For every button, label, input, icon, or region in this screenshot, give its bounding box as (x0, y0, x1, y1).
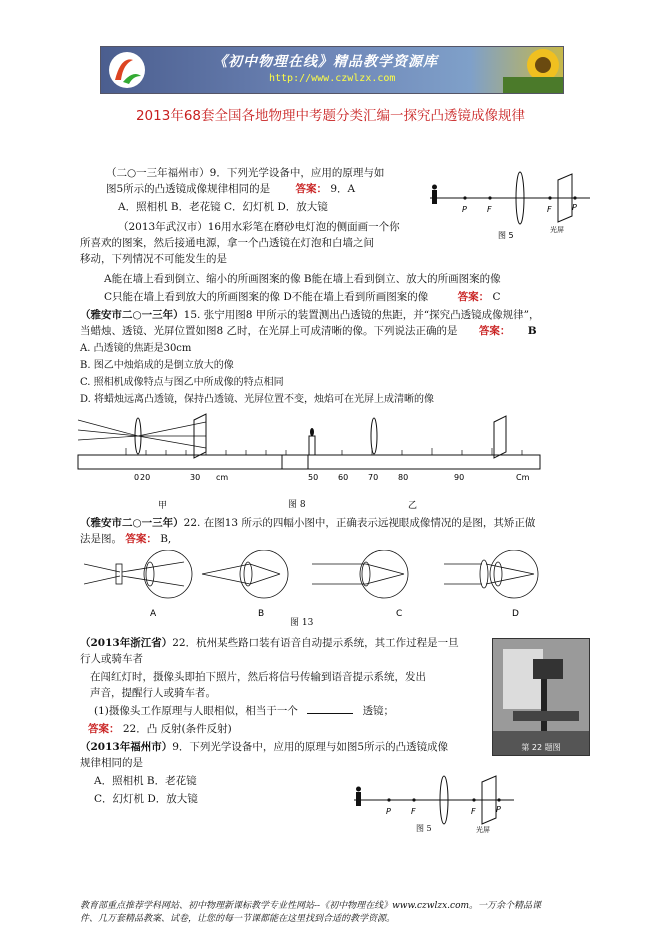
screen-right-icon (494, 416, 506, 458)
tick-0: 0 (134, 473, 140, 482)
q6-options-cd: C．幻灯机 D．放大镜 (94, 793, 198, 805)
q4-answer: B, (160, 533, 172, 545)
figure-13 (84, 550, 554, 620)
q6-line1-text: 9．下列光学设备中，应用的原理与如图5所示的凸透镜成像 (172, 741, 449, 753)
q2-option-cd (104, 290, 501, 304)
fig5-caption: 图 5 (498, 231, 514, 240)
figure-5-top (420, 160, 600, 240)
q3-line1-text: 15. 张宁用图8 甲所示的装置测出凸透镜的焦距，并“探究凸透镜成像规律”， (183, 309, 540, 321)
q6-line1 (80, 740, 448, 754)
tick-60: 60 (338, 473, 349, 482)
q4-source: （雅安市二○一三年） (80, 517, 184, 529)
fig13-label-c: C (396, 609, 403, 619)
q1-line1: （二○一三年福州市）9．下列光学设备中，应用的原理与如 (106, 167, 385, 179)
q5-line1 (80, 636, 459, 650)
q6-options-ab: A．照相机 B．老花镜 (94, 775, 197, 787)
eye-diagram-c (312, 550, 408, 598)
q5-line5-tail: 透镜； (362, 705, 395, 717)
q2-line3: 移动，下列情况不可能发生的是 (80, 253, 227, 265)
figure-5-bottom (344, 770, 524, 836)
q3-option-c: C. 照相机成像特点与图乙中所成像的特点相同 (80, 377, 284, 388)
tick-20: 20 (140, 473, 151, 482)
q5-answer-line (88, 722, 232, 736)
q5-line5-text: (1)摄像头工作原理与人眼相似，相当于一个 (94, 705, 298, 717)
q4-line1-text: 22. 在图13 所示的四幅小图中，正确表示远视眼成像情况的是图，其矫正做 (183, 517, 536, 529)
candle-icon (432, 190, 437, 204)
fig5-f-label: F (487, 205, 492, 214)
header-banner (100, 46, 564, 94)
q1-options: A．照相机 B．老花镜 C．幻灯机 D．放大镜 (118, 201, 328, 213)
fig5b-f-label: F (411, 807, 416, 816)
q5-answer-label: 答案： (88, 723, 120, 735)
fig5b-screen-label: 光屏 (476, 826, 490, 834)
figure-8 (76, 408, 546, 514)
tick-cm-left: cm (216, 473, 229, 482)
fig5b-p2-label: P (496, 805, 501, 814)
tick-30: 30 (190, 473, 201, 482)
fig5b-caption: 图 5 (416, 824, 432, 833)
q6-line2: 规律相同的是 (80, 757, 143, 769)
site-logo-icon (107, 50, 147, 90)
footer-line2: 件、几万套精品教案、试卷，让您的每一节课都能在这里找到合适的教学资源。 (80, 914, 396, 924)
q1-answer-label: 答案： (295, 183, 328, 195)
q5-blank (307, 713, 353, 714)
q2-line1: （2013年武汉市）16用水彩笔在磨砂电灯泡的侧面画一个你 (118, 221, 400, 233)
q5-line5 (94, 704, 394, 718)
tick-70: 70 (368, 473, 379, 482)
fig5-p-label: P (462, 205, 467, 214)
candle-icon-bottom (356, 792, 361, 806)
tick-cm-right: Cm (516, 473, 530, 482)
fig5-p2-label: P (572, 203, 577, 212)
footer-line1: 教育部重点推荐学科网站、初中物理新课标教学专业性网站--《初中物理在线》www.czwlzx.com。一万余个精品课 (80, 901, 542, 911)
q4-line2 (80, 532, 171, 546)
q2-option-cd-text: C只能在墙上看到放大的所画图案的像 D不能在墙上看到所画图案的像 (104, 291, 429, 303)
label-yi: 乙 (408, 501, 418, 511)
eye-diagram-b (202, 550, 288, 598)
banner-url: http://www.czwlzx.com (269, 73, 396, 84)
banner-title: 《初中物理在线》精品教学资源库 (213, 54, 438, 70)
camera-photo (492, 638, 590, 756)
q5-line4: 声音，提醒行人或骑车者。 (90, 687, 216, 699)
q4-answer-label: 答案： (125, 533, 157, 545)
tick-50: 50 (308, 473, 319, 482)
fig13-label-d: D (512, 609, 519, 619)
q5-line3: 在闯红灯时，摄像头即拍下照片，然后将信号传输到语音提示系统，发出 (90, 671, 426, 683)
q1-line2 (106, 182, 355, 196)
q3-option-b: B. 图乙中烛焰成的是倒立放大的像 (80, 360, 234, 371)
fig8-caption: 图 8 (288, 500, 306, 510)
q2-answer-label: 答案： (457, 291, 490, 303)
tick-80: 80 (398, 473, 409, 482)
q2-answer: C (492, 291, 501, 303)
q4-line2-text: 法是图。 (80, 533, 122, 545)
q2-line2: 所喜欢的图案，然后接通电源，拿一个凸透镜在灯泡和白墙之间 (80, 237, 374, 249)
fig5b-f2-label: F (471, 807, 476, 816)
q5-line1-text: 22．杭州某些路口装有语音自动提示系统，其工作过程是一旦 (172, 637, 459, 649)
fig5-f2-label: F (547, 205, 552, 214)
fig13-label-b: B (258, 609, 265, 619)
label-jia: 甲 (158, 501, 168, 511)
q3-option-d: D. 将蜡烛远离凸透镜，保持凸透镜、光屏位置不变，烛焰可在光屏上成清晰的像 (80, 394, 435, 405)
eye-diagram-a (84, 550, 192, 598)
tick-90: 90 (454, 473, 465, 482)
q1-answer: 9．A (330, 183, 356, 195)
photo-caption: 第 22 题图 (521, 743, 561, 752)
lens-right-icon (371, 418, 377, 454)
optical-bench-left (78, 455, 308, 469)
footer (80, 900, 600, 926)
q1-line2-text: 图5所示的凸透镜成像规律相同的是 (106, 183, 271, 195)
optical-bench-right (282, 455, 540, 469)
candle-icon-yi (309, 436, 315, 455)
q6-source: （2013年福州市） (80, 741, 173, 753)
q3-source: （雅安市二○一三年） (80, 309, 184, 321)
q4-line1 (80, 516, 535, 530)
q3-answer: B (527, 325, 537, 337)
street-camera-icon (493, 639, 589, 755)
fig5b-p-label: P (386, 807, 391, 816)
q5-answer: 22．凸 反射(条件反射) (122, 723, 232, 735)
q3-answer-label: 答案： (478, 325, 511, 337)
fig5-screen-label: 光屏 (550, 226, 564, 234)
q3-line1 (80, 308, 539, 322)
fig13-caption: 图 13 (290, 618, 314, 628)
page-title: 2013年68套全国各地物理中考题分类汇编一探究凸透镜成像规律 (135, 108, 526, 124)
q3-line2 (80, 324, 537, 338)
q3-option-a: A. 凸透镜的焦距是30cm (80, 343, 192, 354)
q5-source: （2013年浙江省） (80, 637, 173, 649)
q5-line2: 行人或骑车者 (80, 653, 143, 665)
fig13-label-a: A (150, 609, 157, 619)
sunflower-icon (503, 47, 563, 93)
q2-option-ab: A能在墙上看到倒立、缩小的所画图案的像 B能在墙上看到倒立、放大的所画图案的像 (104, 273, 501, 285)
q3-line2-text: 当蜡烛、透镜、光屏位置如图8 乙时，在光屏上可成清晰的像。下列说法正确的是 (80, 325, 458, 337)
eye-diagram-d (444, 550, 538, 598)
